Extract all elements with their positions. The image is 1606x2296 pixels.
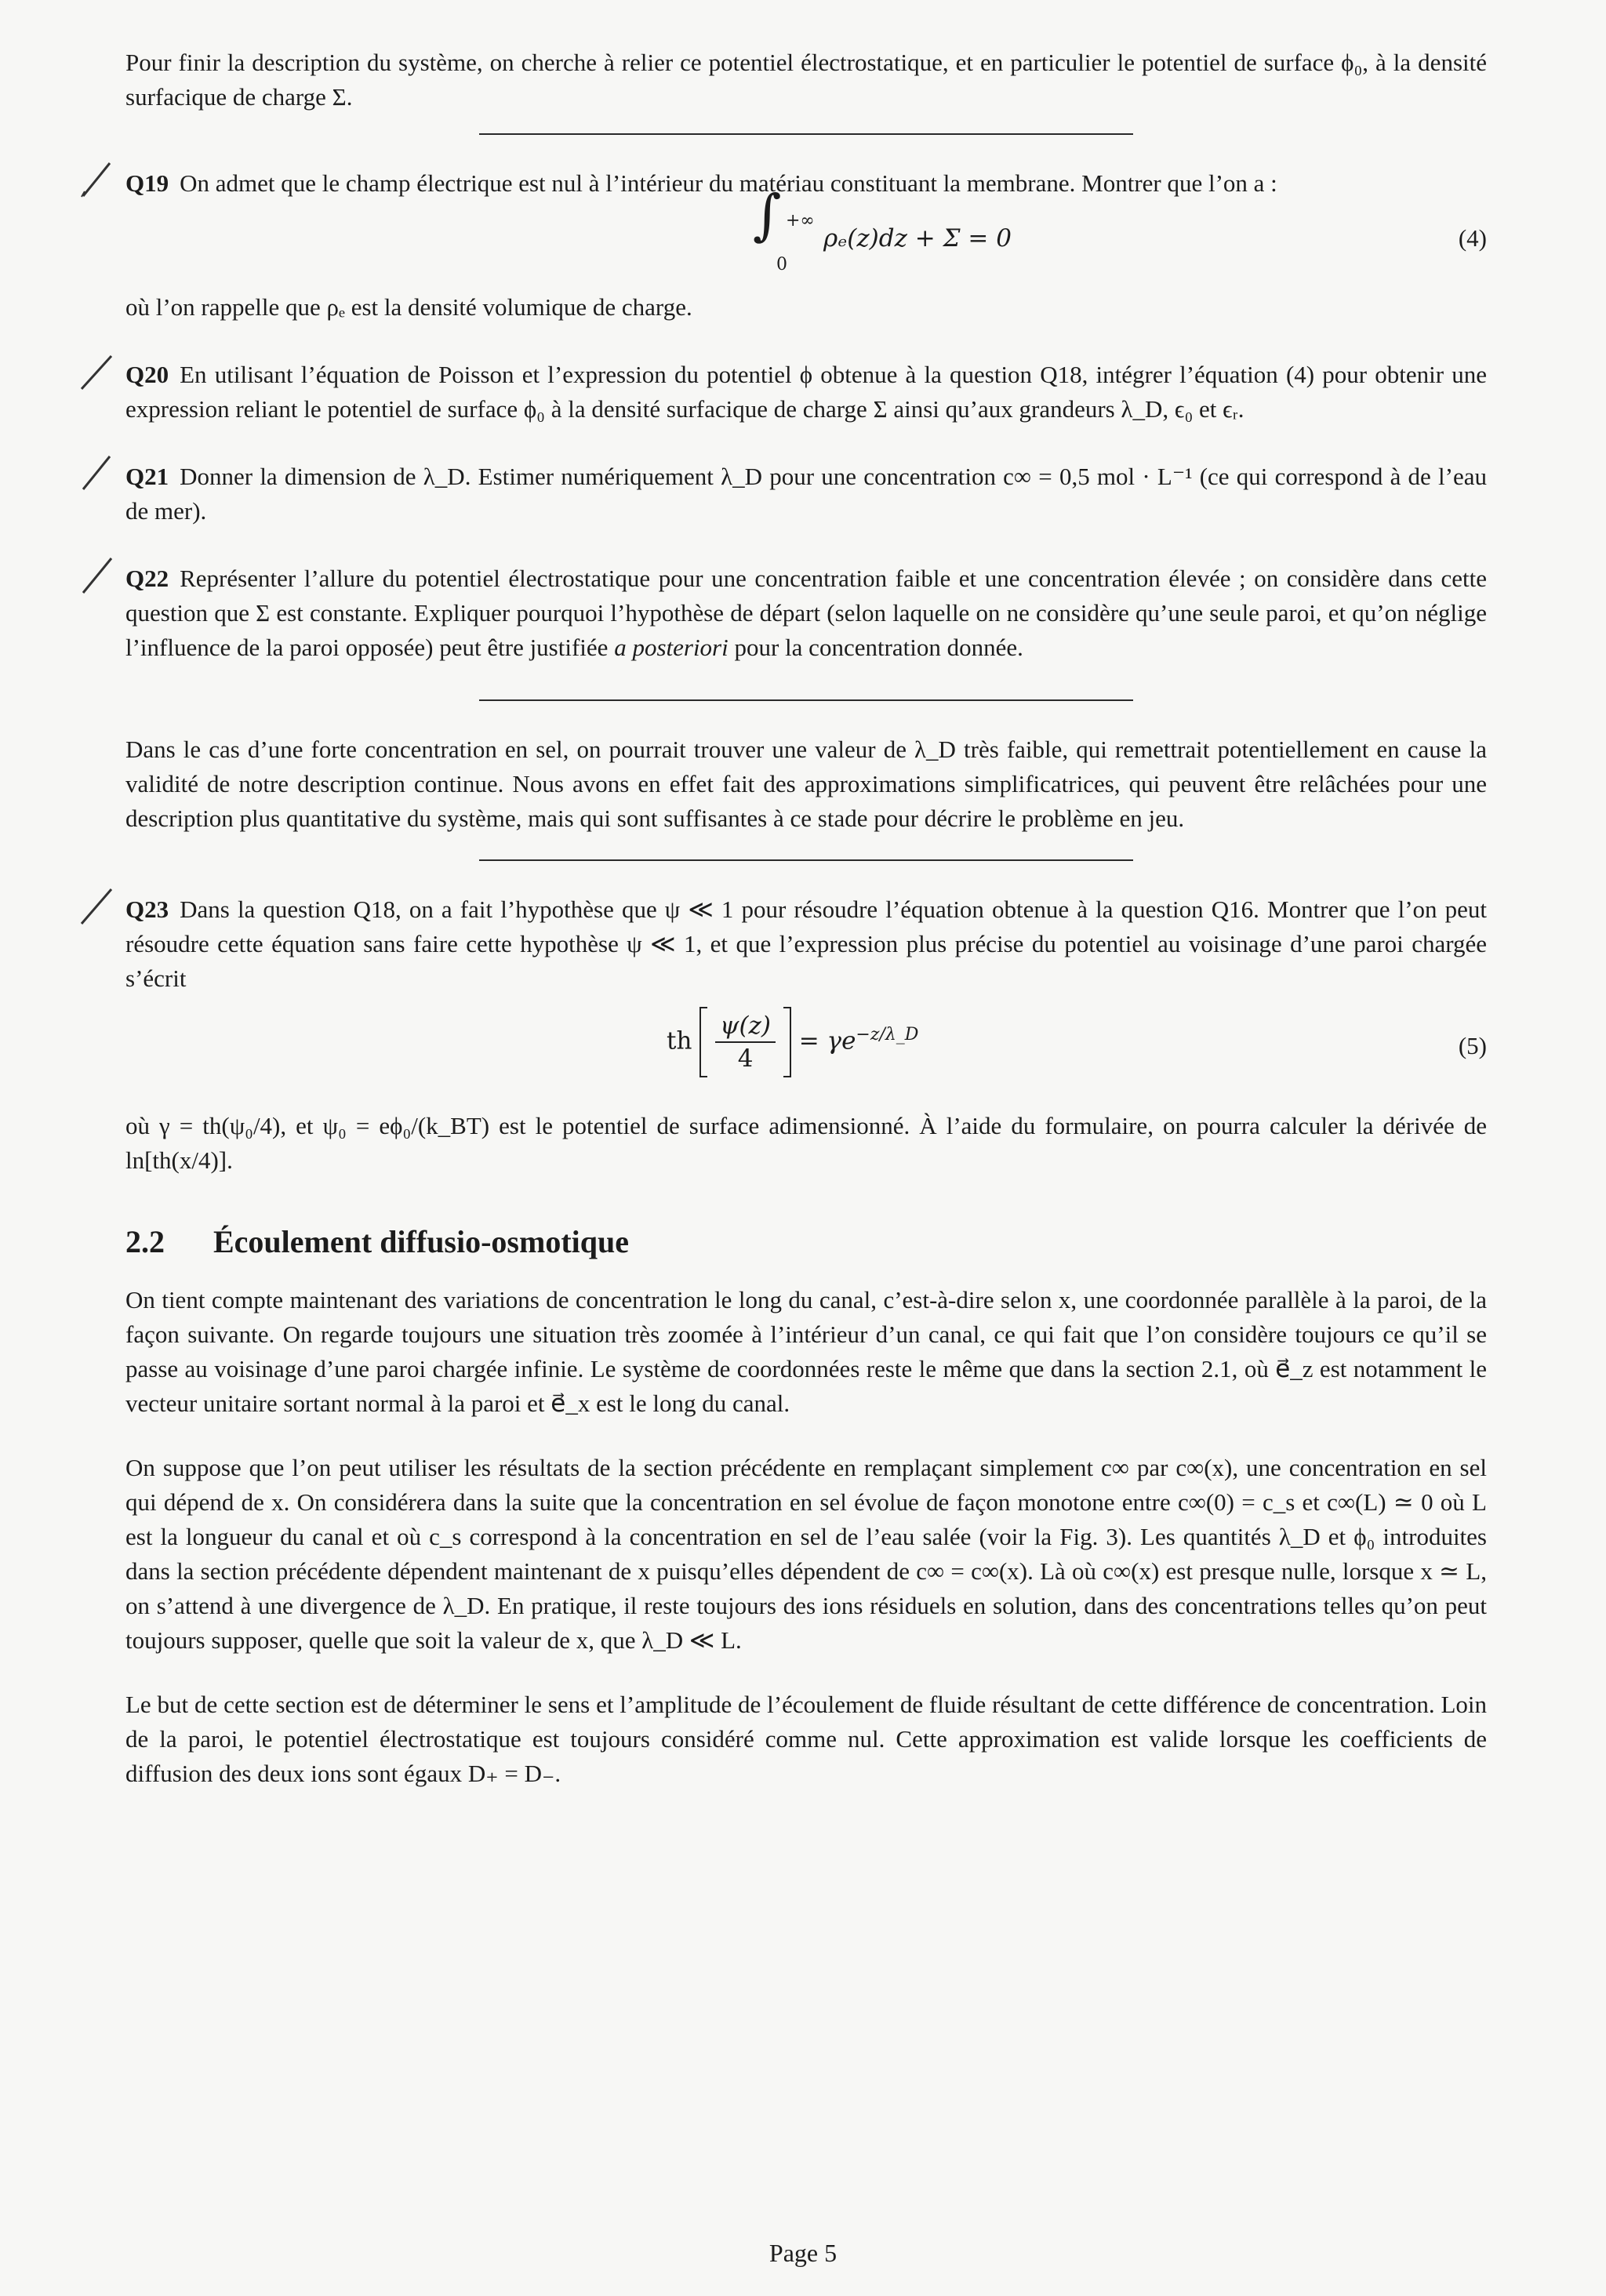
separator-rule	[479, 699, 1133, 701]
fraction-numerator: ψ(z)	[715, 1010, 776, 1043]
handwritten-slash-icon	[78, 351, 114, 391]
handwritten-slash-icon	[78, 160, 114, 199]
question-text: On admet que le champ électrique est nul à l’intérieur du matériau constituant la membrane. Montrer que l’on a :	[180, 169, 1277, 197]
question-23-followup: où γ = th(ψ₀/4), et ψ₀ = eϕ₀/(k_BT) est le potentiel de surface adimensionné. À l’aide du formulaire, on pourra calculer la dérivée de ln[th(x/4)].	[125, 1112, 1487, 1174]
intro-paragraph: Pour finir la description du système, on cherche à relier ce potentiel électrostatique, et en particulier le potentiel de surface ϕ₀, à la densité surfacique de charge Σ.	[125, 49, 1487, 111]
question-text: En utilisant l’équation de Poisson et l’expression du potentiel ϕ obtenue à la question Q18, intégrer l’équation (4) pour obtenir une expression reliant le potentiel de surface ϕ₀ à la densité surfacique de charge Σ ainsi qu’aux grandeurs λ_D, ϵ₀ et ϵᵣ.	[125, 361, 1487, 423]
section-paragraph-1: On tient compte maintenant des variations de concentration le long du canal, c’est-à-dire selon x, une coordonnée parallèle à la paroi, de la façon suivante. On regarde toujours une situation très zoomée à l’intérieur d’un canal, ce qui fait que l’on considère toujours ce qu’il se passe au voisinage d’une paroi chargée infinie. Le système de coordonnées reste le même que dans la section 2.1, où e⃗_z est notamment le vecteur unitaire sortant normal à la paroi et e⃗_x est le long du canal.	[125, 1286, 1487, 1417]
question-23	[125, 892, 1487, 996]
eq-rhs: = γe	[798, 1026, 856, 1055]
fraction	[715, 1010, 776, 1074]
equation-5	[125, 1007, 1487, 1101]
question-text-end: pour la concentration donnée.	[734, 634, 1023, 661]
integral-upper-bound: +∞	[786, 211, 815, 231]
question-number: Q23	[125, 896, 169, 923]
question-number: Q19	[125, 169, 169, 197]
handwritten-slash-icon	[78, 886, 114, 925]
middle-paragraph: Dans le cas d’une forte concentration en sel, on pourrait trouver une valeur de λ_D très faible, qui remettrait potentiellement en cause la validité de notre description continue. Nous avons en effet fait des approximations simplificatrices, qui peuvent être relâchées pour une description plus quantitative du système, mais qui sont suffisantes à ce stade pour décrire le problème en jeu.	[125, 736, 1487, 832]
question-number: Q22	[125, 565, 169, 592]
question-22	[125, 561, 1487, 665]
question-19-followup: où l’on rappelle que ρₑ est la densité volumique de charge.	[125, 293, 692, 321]
separator-rule	[479, 859, 1133, 861]
question-19	[125, 166, 1487, 201]
question-number: Q20	[125, 361, 169, 388]
handwritten-slash-icon	[78, 453, 114, 492]
page-number: Page 5	[768, 2239, 838, 2267]
eq-th: th	[667, 1026, 692, 1055]
equation-number: (5)	[1458, 1032, 1487, 1059]
fraction-denominator: 4	[737, 1044, 754, 1073]
section-title: Écoulement diffusio-osmotique	[213, 1224, 629, 1259]
question-number: Q21	[125, 463, 169, 490]
section-number: 2.2	[125, 1224, 165, 1259]
integral-sign-icon: ∫	[753, 183, 782, 247]
page-content	[125, 45, 1487, 1791]
section-paragraph-2: On suppose que l’on peut utiliser les résultats de la section précédente en remplaçant simplement c∞ par c∞(x), une concentration en sel qui dépend de x. On considérera dans la suite que la concentration en sel évolue de façon monotone entre c∞(0) = c_s et c∞(L) ≃ 0 où L est la longueur du canal et où c_s correspond à la concentration en sel de l’eau salée (voir la Fig. 3). Les quantités λ_D et ϕ₀ introduites dans la section précédente dépendent maintenant de x puisqu’elles dépendent de c∞ = c∞(x). Là où c∞(x) est presque nulle, lorsque x ≃ L, on s’attend à une divergence de λ_D. En pratique, il reste toujours des ions résiduels en solution, dans des concentrations telles qu’on peut toujours supposer, quelle que soit la valeur de x, que λ_D ≪ L.	[125, 1454, 1487, 1654]
question-text: Donner la dimension de λ_D. Estimer numériquement λ_D pour une concentration c∞ = 0,5 mol · L⁻¹ (ce qui correspond à de l’eau de mer).	[125, 463, 1487, 525]
question-text: Représenter l’allure du potentiel électrostatique pour une concentration faible et une concentration élevée ; on considère dans cette question que Σ est constante. Expliquer pourquoi l’hypothèse de départ (selon laquelle on ne considère qu’une seule paroi, et qu’on néglige l’influence de la paroi opposée) peut être justifiée	[125, 565, 1487, 661]
question-21	[125, 460, 1487, 529]
right-bracket	[783, 1007, 791, 1077]
handwritten-slash-icon	[78, 555, 114, 594]
section-paragraph-3: Le but de cette section est de déterminer le sens et l’amplitude de l’écoulement de fluide résultant de cette différence de concentration. Loin de la paroi, le potentiel électrostatique est toujours considéré comme nul. Cette approximation est valide lorsque les coefficients de diffusion des deux ions sont égaux D₊ = D₋.	[125, 1691, 1487, 1787]
left-bracket	[699, 1007, 707, 1077]
italic-phrase: a posteriori	[614, 634, 729, 661]
question-20	[125, 358, 1487, 427]
question-text: Dans la question Q18, on a fait l’hypothèse que ψ ≪ 1 pour résoudre l’équation obtenue à la question Q16. Montrer que l’on peut résoudre cette équation sans faire cette hypothèse ψ ≪ 1, et que l’expression plus précise du potentiel au voisinage d’une paroi chargée s’écrit	[125, 896, 1487, 992]
integral-lower-bound: 0	[776, 255, 787, 274]
section-heading	[125, 1222, 1487, 1262]
equation-body: ρₑ(z)dz + Σ = 0	[823, 224, 1012, 252]
eq-exponent: −z/λ_D	[856, 1025, 919, 1045]
equation-number: (4)	[1458, 224, 1487, 252]
separator-rule	[479, 133, 1133, 135]
